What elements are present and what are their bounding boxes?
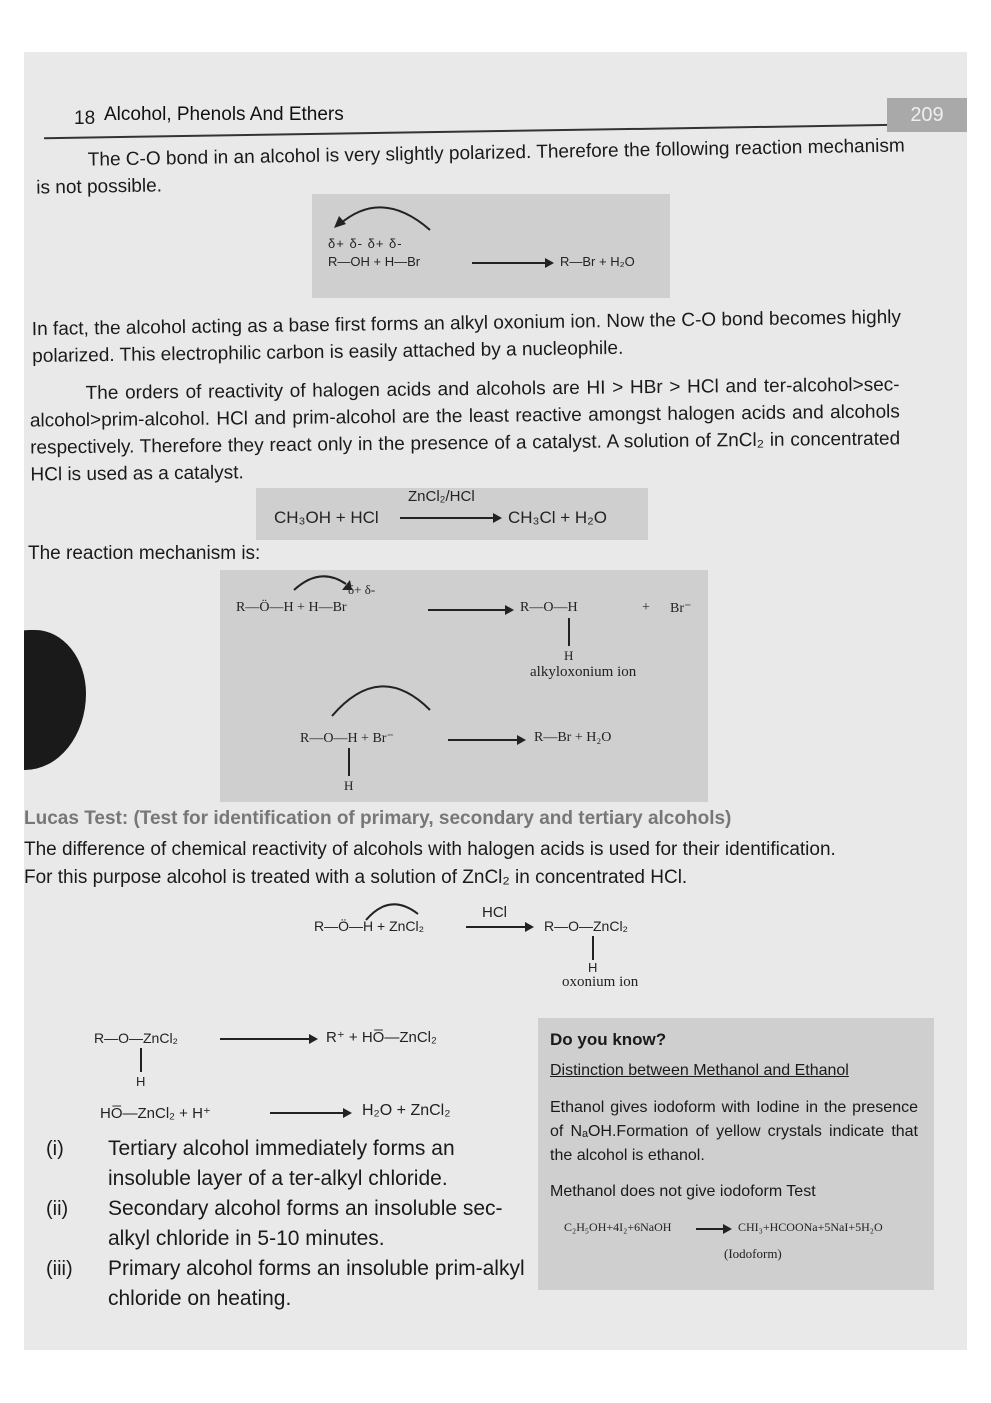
step1-plus: + (642, 600, 650, 615)
textbook-page (24, 52, 967, 1350)
paragraph-2: The orders of reactivity of halogen acids and alcohols are HI > HBr > HCl and ter-alcohol>sec-alcohol>prim-alcohol. HCl and prim-alcohol are the least reactive amongst halogen acids and alcohols respectively. Therefore they react only in the presence of a catalyst. A solution of ZnCl₂ in concentrated HCl is used as a catalyst. (29, 374, 901, 486)
dyk-text-1: Ethanol gives iodoform with Iodine in the presence of NₐOH.Formation of yellow crystals indicate that the alcohol is ethanol. (550, 1099, 918, 1164)
mechanism-box (220, 570, 708, 802)
list-num-3: (iii) (46, 1258, 73, 1280)
lucas-product: R—O—ZnCl₂ (544, 918, 628, 934)
reaction2-arrow (400, 517, 500, 519)
reaction2-products: CH₃Cl + H₂O (508, 508, 608, 527)
step1-product: R—O—H (520, 600, 578, 615)
reaction-box-2 (256, 488, 648, 540)
step1-arrow (428, 609, 512, 611)
list-item-1: Tertiary alcohol immediately forms an insoluble layer of a ter-alkyl chloride. (108, 1137, 455, 1190)
step1-hydrogen: H (564, 648, 574, 663)
page-number: 209 (887, 98, 967, 132)
list-item-2: Secondary alcohol forms an insoluble sec-alkyl chloride in 5-10 minutes. (108, 1197, 503, 1250)
dyk-equation-label: (Iodoform) (724, 1246, 782, 1261)
intro-paragraph: The C-O bond in an alcohol is very slightly polarized. Therefore the following reaction mechanism is not possible. (36, 135, 905, 199)
lucas-step1-product: R⁺ + HO̅—ZnCl₂ (326, 1029, 437, 1046)
dyk-text-2: Methanol does not give iodoform Test (550, 1183, 816, 1200)
reaction-box-1 (312, 194, 670, 298)
dyk-title: Do you know? (550, 1030, 667, 1049)
step2-arrow (448, 739, 524, 741)
lucas-step1-arrow (220, 1038, 316, 1040)
lucas-step2-reactant: HO̅—ZnCl₂ + H⁺ (100, 1105, 211, 1122)
lucas-over-arrow: HCl (482, 904, 507, 921)
list-num-2: (ii) (46, 1198, 69, 1220)
list-num-1: (i) (46, 1138, 64, 1160)
finger-shadow (24, 630, 86, 770)
dyk-equation-arrow (696, 1228, 730, 1230)
lucas-step1-reactant: R—O—ZnCl₂ (94, 1030, 178, 1046)
dyk-subtitle: Distinction between Methanol and Ethanol (550, 1062, 849, 1079)
mechanism-label: The reaction mechanism is: (28, 543, 261, 564)
reaction1-arrow (472, 262, 552, 264)
lucas-step1-hydrogen: H (136, 1074, 146, 1089)
alkyloxonium-label: alkyloxonium ion (530, 664, 637, 680)
did-you-know-box (538, 1018, 934, 1290)
reaction1-product: R—Br + H₂O (560, 254, 635, 269)
lucas-step2-arrow (270, 1112, 350, 1114)
reaction2-catalyst: ZnCl₂/HCl (408, 488, 475, 505)
step1-bromide: Br⁻ (670, 601, 692, 616)
chapter-title: Alcohol, Phenols And Ethers (104, 104, 344, 125)
paragraph-1: In fact, the alcohol acting as a base first forms an alkyl oxonium ion. Now the C-O bond becomes highly polarized. This electrophilic carbon is easily attached by a nucleophile. (31, 306, 902, 368)
lucas-arrow (466, 926, 532, 928)
reaction2-reactants: CH₃OH + HCl (274, 508, 379, 527)
oxonium-label: oxonium ion (562, 974, 639, 990)
reaction1-charges: δ+ δ- δ+ δ- (328, 236, 403, 251)
step2-reactants: R—O—H + Br⁻ (300, 731, 394, 746)
lucas-hydrogen: H (588, 960, 598, 975)
lucas-reactants: R—Ö—H + ZnCl₂ (314, 918, 425, 934)
step1-bond (568, 618, 570, 646)
lucas-bond (592, 936, 594, 960)
dyk-equation-left: C₂H₅OH+4I₂+6NaOH (564, 1220, 672, 1234)
lucas-step2-product: H₂O + ZnCl₂ (362, 1102, 451, 1119)
step1-reactants: R—Ö—H + H—Br (236, 600, 347, 615)
step1-charges: δ+ δ- (348, 582, 376, 597)
step2-hydrogen: H (344, 778, 354, 793)
step2-bond (348, 748, 350, 776)
lucas-line-2: For this purpose alcohol is treated with a solution of ZnCl₂ in concentrated HCl. (24, 867, 688, 888)
lucas-title: Lucas Test: (Test for identification of primary, secondary and tertiary alcohols) (24, 808, 732, 829)
chapter-number: 18 (74, 108, 96, 129)
dyk-equation-right: CHI₃+HCOONa+5NaI+5H₂O (738, 1220, 883, 1234)
list-item-3: Primary alcohol forms an insoluble prim-alkyl chloride on heating. (108, 1257, 525, 1310)
lucas-line-1: The difference of chemical reactivity of alcohols with halogen acids is used for their identification. (24, 839, 836, 860)
reaction1-reactants: R—OH + H—Br (328, 254, 421, 269)
step2-product: R—Br + H₂O (534, 730, 612, 745)
lucas-step1-bond (140, 1048, 142, 1072)
